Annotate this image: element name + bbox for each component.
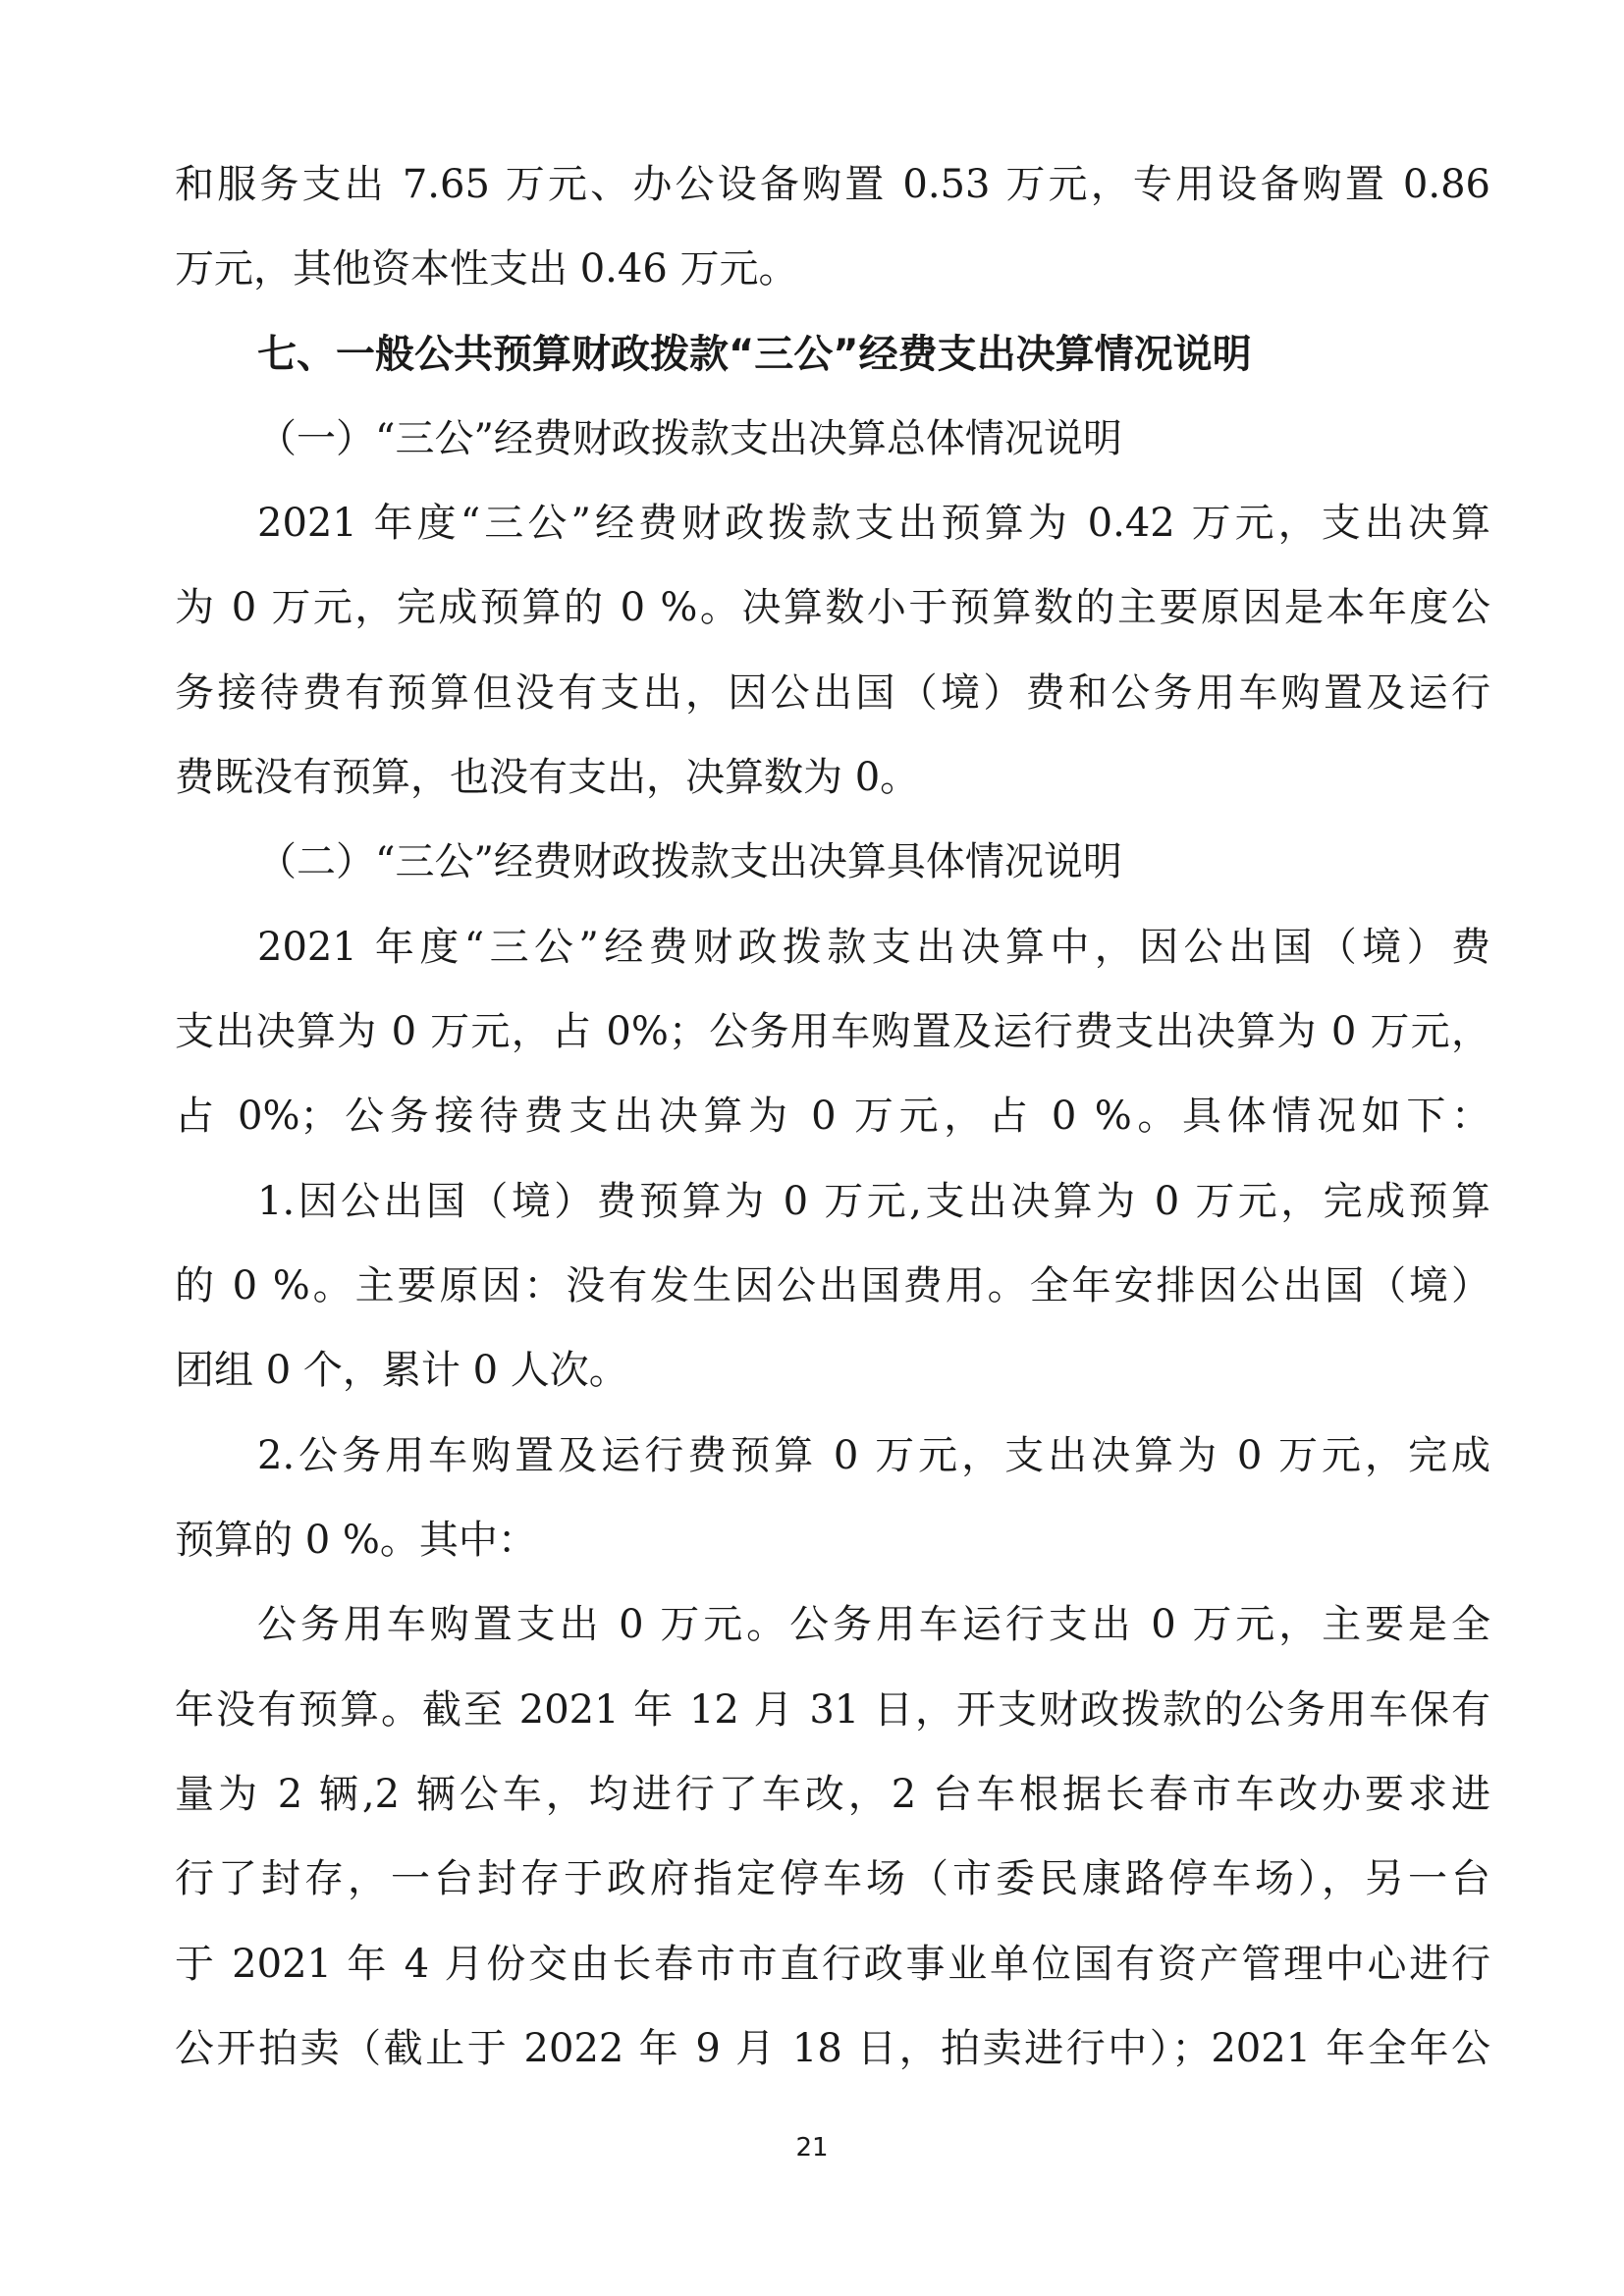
- body-line-15: 团组 0 个，累计 0 人次。: [175, 1348, 628, 1393]
- body-line-1: 和服务支出 7.65 万元、办公设备购置 0.53 万元，专用设备购置 0.86: [175, 162, 1490, 207]
- section-heading-7: 七、一般公共预算财政拨款“三公”经费支出决算情况说明: [257, 332, 1252, 377]
- body-line-18: 公务用车购置支出 0 万元。公务用车运行支出 0 万元，主要是全: [257, 1602, 1490, 1647]
- body-line-6: 为 0 万元，完成预算的 0 %。决算数小于预算数的主要原因是本年度公: [175, 585, 1490, 630]
- subsection-heading-2: （二）“三公”经费财政拨款支出决算具体情况说明: [257, 839, 1122, 884]
- body-line-19: 年没有预算。截至 2021 年 12 月 31 日，开支财政拨款的公务用车保有: [175, 1687, 1490, 1733]
- body-line-14: 的 0 %。主要原因：没有发生因公出国费用。全年安排因公出国（境）: [175, 1263, 1490, 1308]
- body-line-21: 行了封存，一台封存于政府指定停车场（市委民康路停车场），另一台: [175, 1856, 1490, 1901]
- body-line-5: 2021 年度“三公”经费财政拨款支出预算为 0.42 万元，支出决算: [257, 501, 1490, 546]
- subsection-heading-1: （一）“三公”经费财政拨款支出决算总体情况说明: [257, 416, 1122, 461]
- body-line-7: 务接待费有预算但没有支出，因公出国（境）费和公务用车购置及运行: [175, 670, 1490, 716]
- body-line-2: 万元，其他资本性支出 0.46 万元。: [175, 246, 798, 292]
- page-number: 21: [795, 2133, 829, 2163]
- body-line-22: 于 2021 年 4 月份交由长春市市直行政事业单位国有资产管理中心进行: [175, 1942, 1490, 1987]
- body-line-13: 1.因公出国（境）费预算为 0 万元,支出决算为 0 万元，完成预算: [257, 1179, 1490, 1224]
- body-line-11: 支出决算为 0 万元，占 0%；公务用车购置及运行费支出决算为 0 万元，: [175, 1009, 1490, 1054]
- body-line-10: 2021 年度“三公”经费财政拨款支出决算中，因公出国（境）费: [257, 925, 1490, 970]
- body-line-16: 2.公务用车购置及运行费预算 0 万元，支出决算为 0 万元，完成: [257, 1433, 1490, 1478]
- body-line-8: 费既没有预算，也没有支出，决算数为 0。: [175, 755, 920, 800]
- body-line-23: 公开拍卖（截止于 2022 年 9 月 18 日，拍卖进行中）；2021 年全年公: [175, 2026, 1490, 2071]
- body-line-12: 占 0%；公务接待费支出决算为 0 万元，占 0 %。具体情况如下：: [175, 1094, 1490, 1139]
- body-line-20: 量为 2 辆,2 辆公车，均进行了车改，2 台车根据长春市车改办要求进: [175, 1772, 1490, 1817]
- body-line-17: 预算的 0 %。其中：: [175, 1518, 537, 1563]
